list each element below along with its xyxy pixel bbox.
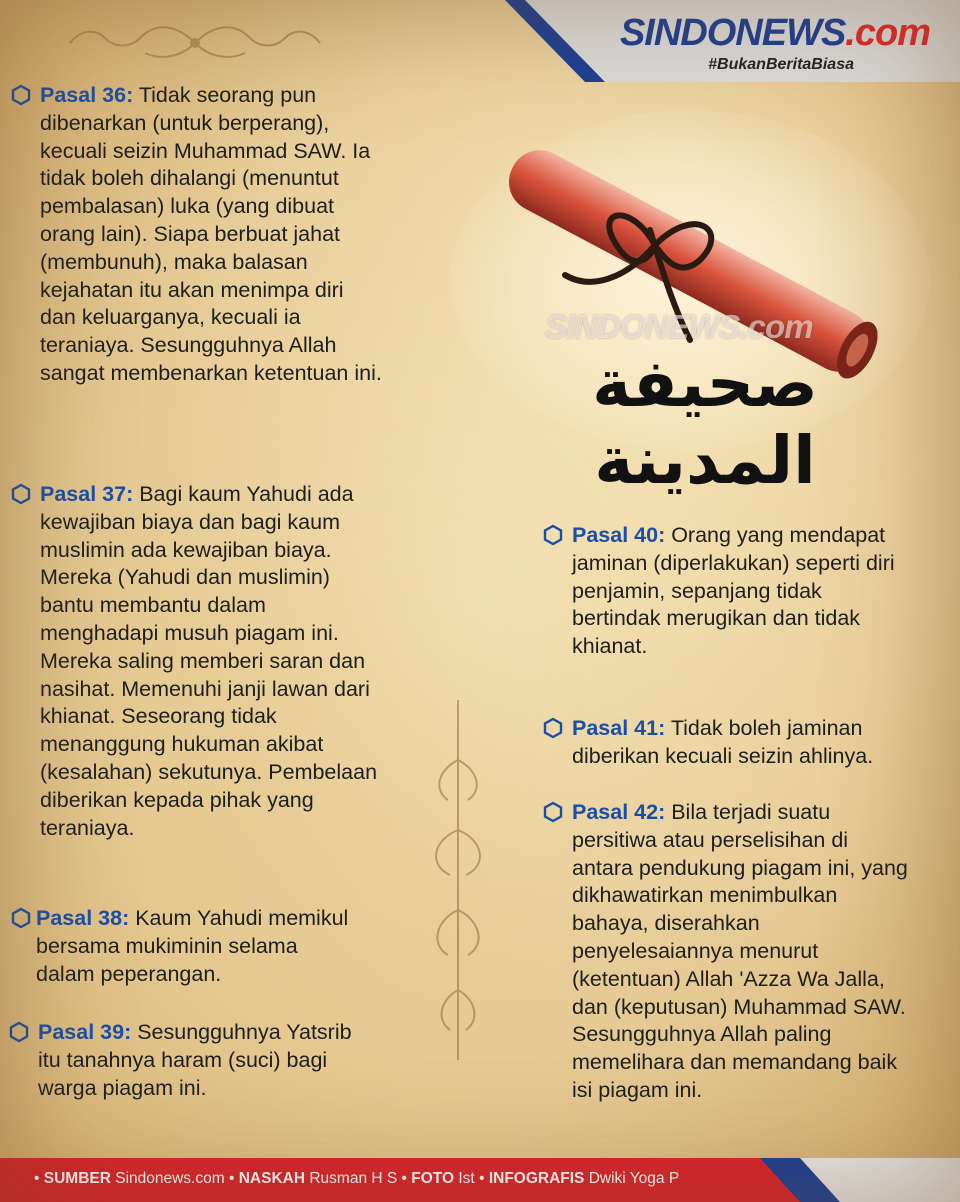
- article-label: Pasal 39:: [38, 1020, 132, 1044]
- hexagon-bullet-icon: [542, 717, 564, 739]
- credit-key-photo: FOTO: [411, 1170, 455, 1187]
- article-text: Orang yang mendapat jaminan (diperlakukan) seperti diri penjamin, sepanjang tidak bertindak merugikan dan tidak khianat.: [572, 523, 895, 659]
- article-text: Tidak seorang pun dibenarkan (untuk berperang), kecuali seizin Muhammad SAW. Ia tidak boleh dihalangi (menuntut pembalasan) luka (yang dibuat orang lain). Siapa berbuat jahat (membunuh), maka balasan kejahatan itu akan menimpa diri dan keluarganya, kecuali ia teraniaya. Sesungguhnya Allah sangat membenarkan ketentuan ini.: [40, 83, 382, 385]
- hexagon-bullet-icon: [542, 524, 564, 546]
- hexagon-bullet-icon: [10, 907, 32, 929]
- article-label: Pasal 40:: [572, 523, 666, 547]
- article-label: Pasal 36:: [40, 83, 134, 107]
- brand-logo-main: SINDONEWS: [619, 12, 846, 54]
- article-label: Pasal 37:: [40, 482, 134, 506]
- brand-tagline: #BukanBeritaBiasa: [708, 56, 854, 73]
- article-pasal-38: [36, 905, 356, 988]
- footer-separator: •: [228, 1170, 235, 1187]
- article-pasal-36: [40, 82, 382, 388]
- article-label: Pasal 42:: [572, 800, 666, 824]
- credit-value-infographic: Dwiki Yoga P: [588, 1170, 680, 1187]
- article-pasal-37: [40, 481, 380, 842]
- credit-value-source: Sindonews.com: [115, 1170, 225, 1187]
- hexagon-bullet-icon: [542, 801, 564, 823]
- article-text: Kaum Yahudi memikul bersama mukiminin selama dalam peperangan.: [36, 906, 349, 986]
- article-pasal-42: [572, 799, 912, 1105]
- article-label: Pasal 38:: [36, 906, 130, 930]
- footer-separator: •: [479, 1170, 485, 1187]
- article-label: Pasal 41:: [572, 716, 666, 740]
- article-text: Tidak boleh jaminan diberikan kecuali seizin ahlinya.: [572, 716, 874, 768]
- article-pasal-41: [572, 715, 917, 771]
- credit-value-script: Rusman H S: [309, 1170, 398, 1187]
- article-pasal-39: [38, 1019, 358, 1102]
- credits-footer: [0, 1158, 960, 1202]
- footer-separator: •: [34, 1170, 40, 1187]
- article-text: Bila terjadi suatu persitiwa atau perselisihan di antara pendukung piagam ini, yang dikhawatirkan menimbulkan bahaya, diserahkan penyelesaiannya menurut (ketentuan) Allah 'Azza Wa Jalla, dan (keputusan) Muhammad SAW. Sesungguhnya Allah paling memelihara dan memandang baik isi piagam ini.: [572, 800, 908, 1102]
- vertical-flourish-icon: [418, 700, 498, 1060]
- footer-separator: •: [401, 1170, 407, 1187]
- credit-value-photo: Ist: [458, 1170, 475, 1187]
- article-text: Sesungguhnya Yatsrib itu tanahnya haram (suci) bagi warga piagam ini.: [38, 1020, 352, 1100]
- brand-header: [505, 0, 960, 82]
- hexagon-bullet-icon: [10, 483, 32, 505]
- article-text: Bagi kaum Yahudi ada kewajiban biaya dan bagi kaum muslimin ada kewajiban biaya. Mereka (Yahudi dan muslimin) bantu membantu dalam menghadapi musuh piagam ini. Mereka saling memberi saran dan nasihat. Memenuhi janji lawan dari khianat. Seseorang tidak menanggung hukuman akibat (kesalahan) sekutunya. Pembelaan diberikan kepada pihak yang teraniaya.: [40, 482, 378, 840]
- hexagon-bullet-icon: [10, 84, 32, 106]
- footer-credits: [34, 1170, 679, 1188]
- brand-logo[interactable]: [620, 12, 930, 55]
- watermark-text: SINDONEWS.com: [545, 308, 813, 345]
- hexagon-bullet-icon: [8, 1021, 30, 1043]
- arabic-title: صحيفة المدينة: [592, 345, 818, 499]
- brand-logo-suffix: .com: [845, 12, 930, 54]
- credit-key-source: SUMBER: [43, 1170, 111, 1187]
- article-pasal-40: [572, 522, 912, 661]
- credit-key-script: NASKAH: [238, 1170, 306, 1187]
- credit-key-infographic: INFOGRAFIS: [488, 1170, 585, 1187]
- flourish-ornament-icon: [60, 18, 330, 68]
